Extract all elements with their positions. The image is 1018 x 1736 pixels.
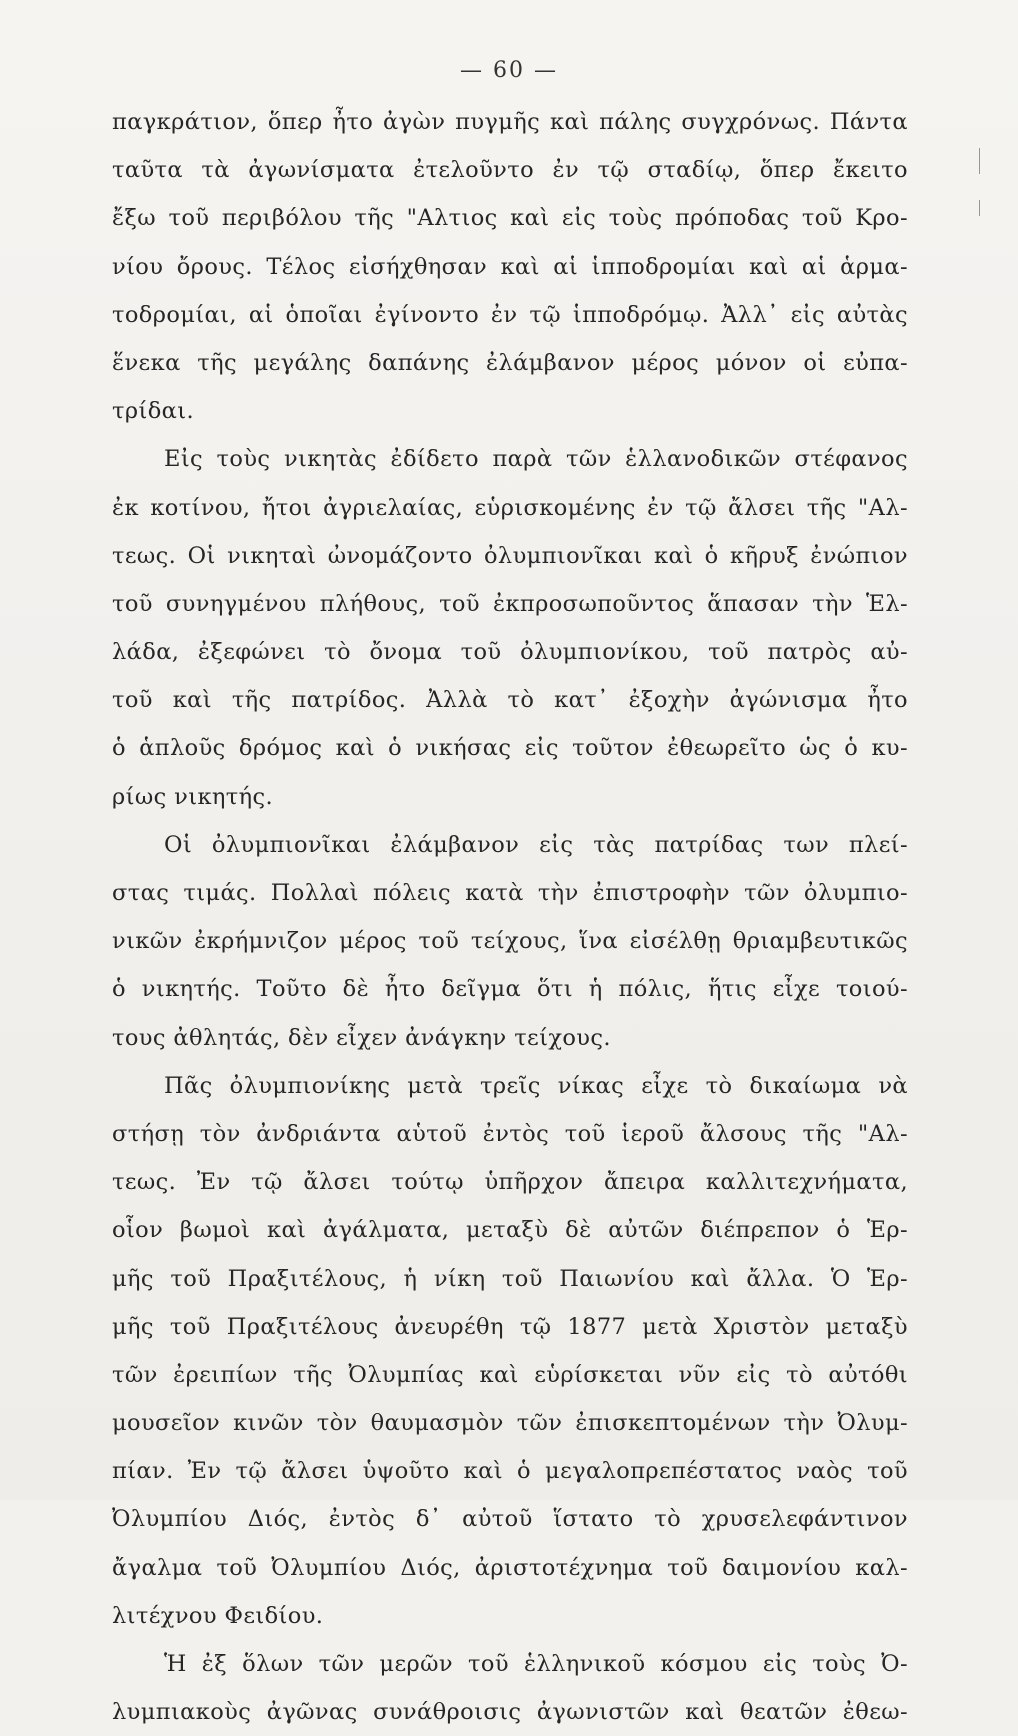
text-line: Οἱ ὀλυμπιονῖκαι ἐλάμβανον εἰς τὰς πατρίδας των πλεί- [164, 831, 908, 858]
text-line: ρίως νικητής. [112, 783, 274, 810]
text-line: λιτέχνου Φειδίου. [112, 1602, 324, 1629]
text-line: στήσῃ τὸν ἀνδριάντα αὑτοῦ ἐντὸς τοῦ ἱεροῦ ἄλσους τῆς "Αλ- [112, 1120, 908, 1147]
page-edge-mark [979, 148, 980, 174]
text-line: τοῦ συνηγμένου πλήθους, τοῦ ἐκπροσωποῦντος ἅπασαν τὴν Ἑλ- [112, 590, 908, 617]
text-line: Εἰς τοὺς νικητὰς ἐδίδετο παρὰ τῶν ἑλλανοδικῶν στέφανος [164, 446, 908, 473]
text-line: οἷον βωμοὶ καὶ ἀγάλματα, μεταξὺ δὲ αὐτῶν διέπρεπον ὁ Ἑρ- [112, 1217, 908, 1244]
text-line: ἔξω τοῦ περιβόλου τῆς "Αλτιος καὶ εἰς τοὺς πρόποδας τοῦ Κρο- [112, 205, 908, 232]
text-line: ἐκ κοτίνου, ἤτοι ἀγριελαίας, εὑρισκομένης ἐν τῷ ἄλσει τῆς "Αλ- [112, 494, 908, 521]
text-line: παγκράτιον, ὅπερ ἦτο ἀγὼν πυγμῆς καὶ πάλης συγχρόνως. Πάντα [112, 109, 908, 135]
text-line: τεως. Οἱ νικηταὶ ὠνομάζοντο ὀλυμπιονῖκαι καὶ ὁ κῆρυξ ἐνώπιον [112, 542, 908, 569]
text-line: τρίδαι. [112, 398, 195, 425]
text-line: τους ἀθλητάς, δὲν εἶχεν ἀνάγκην τείχους. [112, 1024, 611, 1051]
text-line: λάδα, ἐξεφώνει τὸ ὄνομα τοῦ ὀλυμπιονίκου, τοῦ πατρὸς αὐ- [112, 639, 908, 666]
page-number: — 60 — [460, 58, 558, 83]
text-line: ὁ νικητής. Τοῦτο δὲ ἦτο δεῖγμα ὅτι ἡ πόλις, ἥτις εἶχε τοιού- [112, 976, 908, 1003]
page-edge-mark [979, 200, 980, 216]
text-line: ταῦτα τὰ ἀγωνίσματα ἐτελοῦντο ἐν τῷ σταδίῳ, ὅπερ ἔκειτο [112, 157, 908, 184]
text-line: μῆς τοῦ Πραξιτέλους ἀνευρέθη τῷ 1877 μετὰ Χριστὸν μεταξὺ [112, 1313, 908, 1340]
text-line: ὁ ἁπλοῦς δρόμος καὶ ὁ νικήσας εἰς τοῦτον ἐθεωρεῖτο ὡς ὁ κυ- [112, 735, 908, 762]
text-line: μῆς τοῦ Πραξιτέλους, ἡ νίκη τοῦ Παιωνίου καὶ ἄλλα. Ὁ Ἑρ- [112, 1265, 908, 1292]
text-line: νικῶν ἐκρήμνιζον μέρος τοῦ τείχους, ἵνα εἰσέλθῃ θριαμβευτικῶς [112, 928, 908, 955]
text-line: ἕνεκα τῆς μεγάλης δαπάνης ἐλάμβανον μέρος μόνον οἱ εὐπα- [112, 349, 908, 376]
text-line: Ὀλυμπίου Διός, ἐντὸς δ᾽ αὐτοῦ ἵστατο τὸ χρυσελεφάντινον [112, 1506, 908, 1533]
text-line: τεως. Ἐν τῷ ἄλσει τούτῳ ὑπῆρχον ἄπειρα καλλιτεχνήματα, [112, 1169, 908, 1196]
text-line: Πᾶς ὀλυμπιονίκης μετὰ τρεῖς νίκας εἶχε τὸ δικαίωμα νὰ [164, 1072, 908, 1099]
text-line: νίου ὄρους. Τέλος εἰσήχθησαν καὶ αἱ ἱπποδρομίαι καὶ αἱ ἁρμα- [112, 253, 908, 280]
text-line: στας τιμάς. Πολλαὶ πόλεις κατὰ τὴν ἐπιστροφὴν τῶν ὀλυμπιο- [112, 880, 908, 906]
text-line: Ἡ ἐξ ὅλων τῶν μερῶν τοῦ ἑλληνικοῦ κόσμου εἰς τοὺς Ὀ- [164, 1651, 908, 1677]
text-line: τῶν ἐρειπίων τῆς Ὀλυμπίας καὶ εὑρίσκεται νῦν εἰς τὸ αὐτόθι [112, 1361, 908, 1388]
text-line: τοῦ καὶ τῆς πατρίδος. Ἀλλὰ τὸ κατ᾽ ἐξοχὴν ἀγώνισμα ἦτο [112, 687, 908, 714]
text-line: πίαν. Ἐν τῷ ἄλσει ὑψοῦτο καὶ ὁ μεγαλοπρεπέστατος ναὸς τοῦ [112, 1458, 908, 1485]
text-line: λυμπιακοὺς ἀγῶνας συνάθροισις ἀγωνιστῶν καὶ θεατῶν ἐθεω- [112, 1699, 908, 1726]
text-line: τοδρομίαι, αἱ ὁποῖαι ἐγίνοντο ἐν τῷ ἱπποδρόμῳ. Ἀλλ᾽ εἰς αὐτὰς [112, 301, 908, 328]
text-line: ἄγαλμα τοῦ Ὀλυμπίου Διός, ἀριστοτέχνημα τοῦ δαιμονίου καλ- [112, 1554, 908, 1581]
text-line: μουσεῖον κινῶν τὸν θαυμασμὸν τῶν ἐπισκεπτομένων τὴν Ὀλυμ- [112, 1410, 908, 1437]
body-text [112, 98, 908, 1736]
